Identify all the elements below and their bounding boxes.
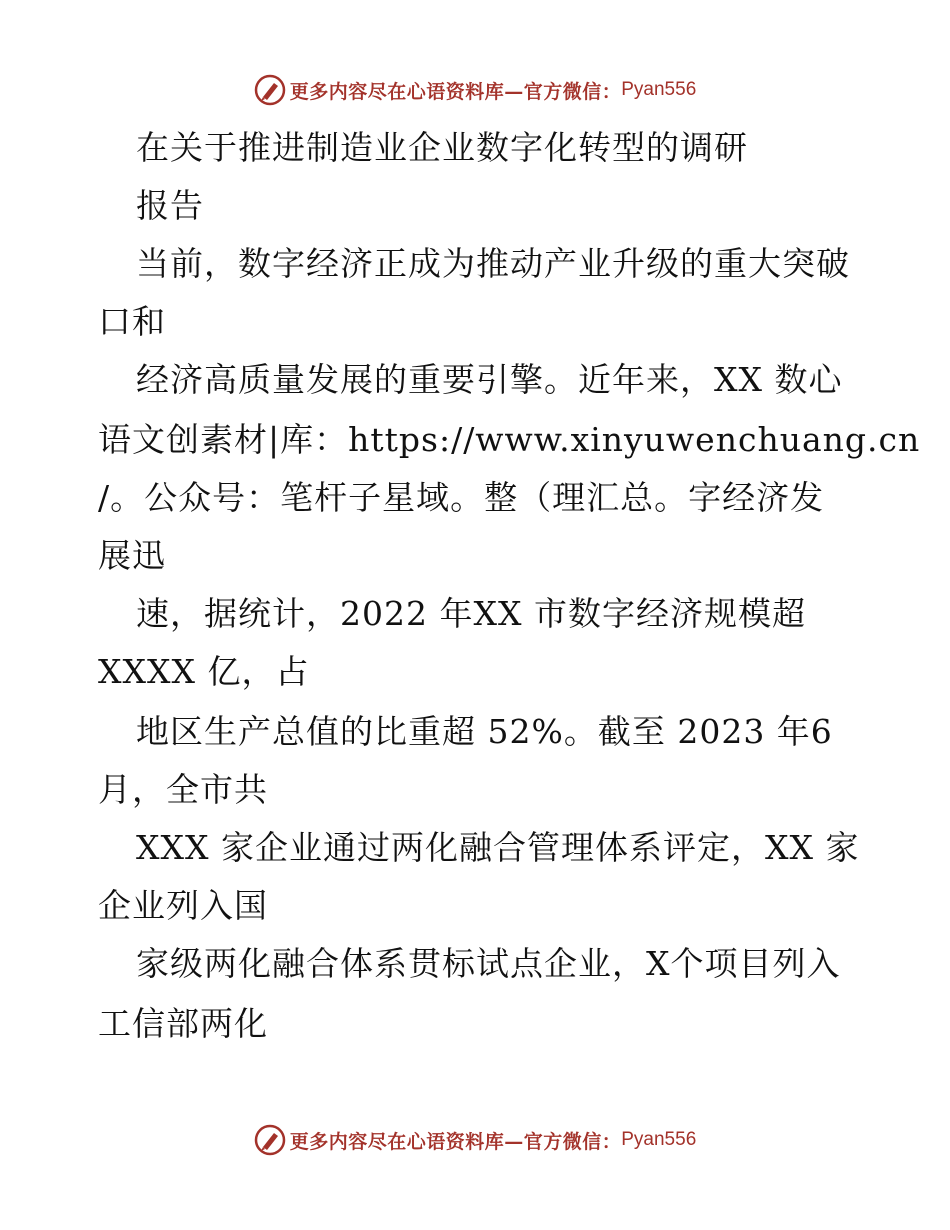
document-title-line-2: 报告	[136, 186, 204, 225]
paragraph-line: XXX 家企业通过两化融合管理体系评定，XX 家	[136, 828, 860, 867]
paragraph-line: 当前，数字经济正成为推动产业升级的重大突破	[136, 244, 850, 283]
banner-wechat-id: Pyan556	[621, 1129, 697, 1150]
banner-text: 更多内容尽在心语资料库—官方微信：	[289, 1130, 622, 1153]
paragraph-line: XXXX 亿，占	[98, 652, 310, 691]
paragraph-line: 口和	[98, 302, 166, 341]
paragraph-line: 月，全市共	[98, 770, 268, 809]
paragraph-line: 展迅	[98, 536, 166, 575]
pen-logo-icon	[254, 74, 286, 106]
paragraph-line: 家级两化融合体系贯标试点企业，X个项目列入	[136, 944, 841, 983]
paragraph-line: 工信部两化	[98, 1004, 268, 1043]
banner-text: 更多内容尽在心语资料库—官方微信：	[289, 80, 622, 103]
header-watermark-banner	[0, 70, 950, 110]
paragraph-line: 速，据统计，2022 年XX 市数字经济规模超	[136, 594, 806, 633]
document-title-line-1: 在关于推进制造业企业数字化转型的调研	[136, 128, 748, 167]
footer-watermark-banner	[0, 1120, 950, 1160]
paragraph-line: 地区生产总值的比重超 52%。截至 2023 年6	[136, 712, 833, 751]
pen-logo-icon	[254, 1124, 286, 1156]
paragraph-line: 语文创素材|库：https://www.xinyuwenchuang.cn	[98, 420, 921, 459]
paragraph-line: /。公众号：笔杆子星域。整（理汇总。字经济发	[98, 478, 825, 517]
paragraph-line: 经济高质量发展的重要引擎。近年来，XX 数心	[136, 360, 843, 399]
paragraph-line: 企业列入国	[98, 886, 268, 925]
banner-wechat-id: Pyan556	[621, 79, 697, 100]
